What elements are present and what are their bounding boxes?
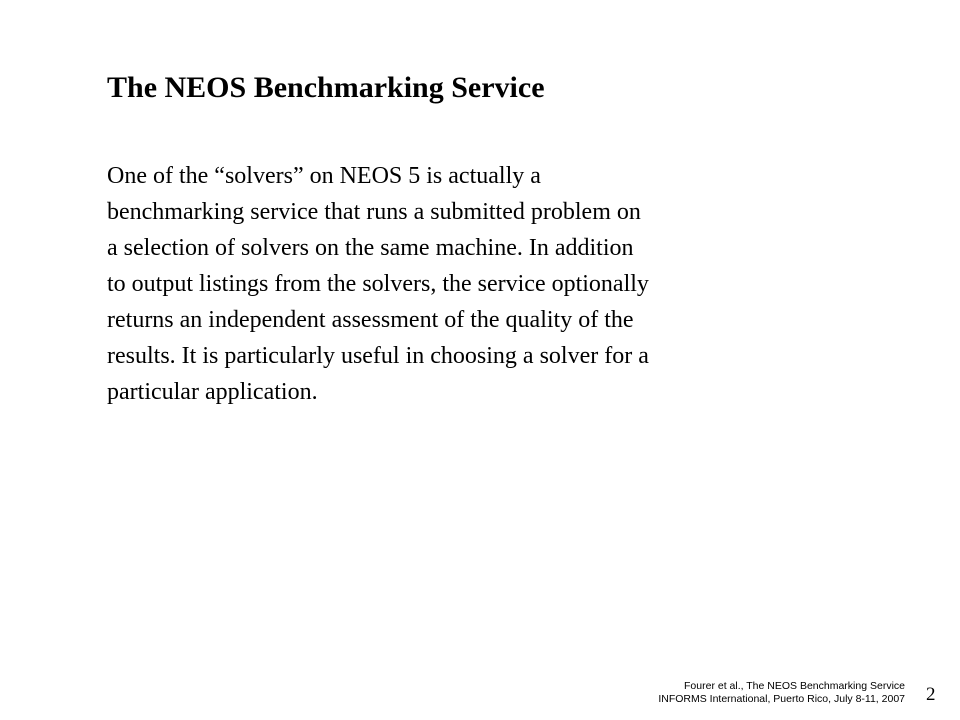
footer-conference: INFORMS International, Puerto Rico, July 8-11, 2007: [658, 693, 905, 705]
slide-title: The NEOS Benchmarking Service: [107, 71, 545, 104]
body-line-1: One of the “solvers” on NEOS 5 is actually a: [107, 163, 541, 189]
body-line-6: results. It is particularly useful in choosing a solver for a: [107, 343, 649, 369]
footer-citation: Fourer et al., The NEOS Benchmarking Service: [684, 680, 905, 692]
body-line-7: particular application.: [107, 379, 318, 405]
page-number: 2: [926, 684, 936, 705]
body-line-5: returns an independent assessment of the quality of the: [107, 307, 634, 333]
body-line-3: a selection of solvers on the same machine. In addition: [107, 235, 634, 261]
slide-footer: [658, 680, 905, 706]
body-line-4: to output listings from the solvers, the service optionally: [107, 271, 649, 297]
slide-body: [107, 158, 807, 410]
body-line-2: benchmarking service that runs a submitted problem on: [107, 199, 641, 225]
